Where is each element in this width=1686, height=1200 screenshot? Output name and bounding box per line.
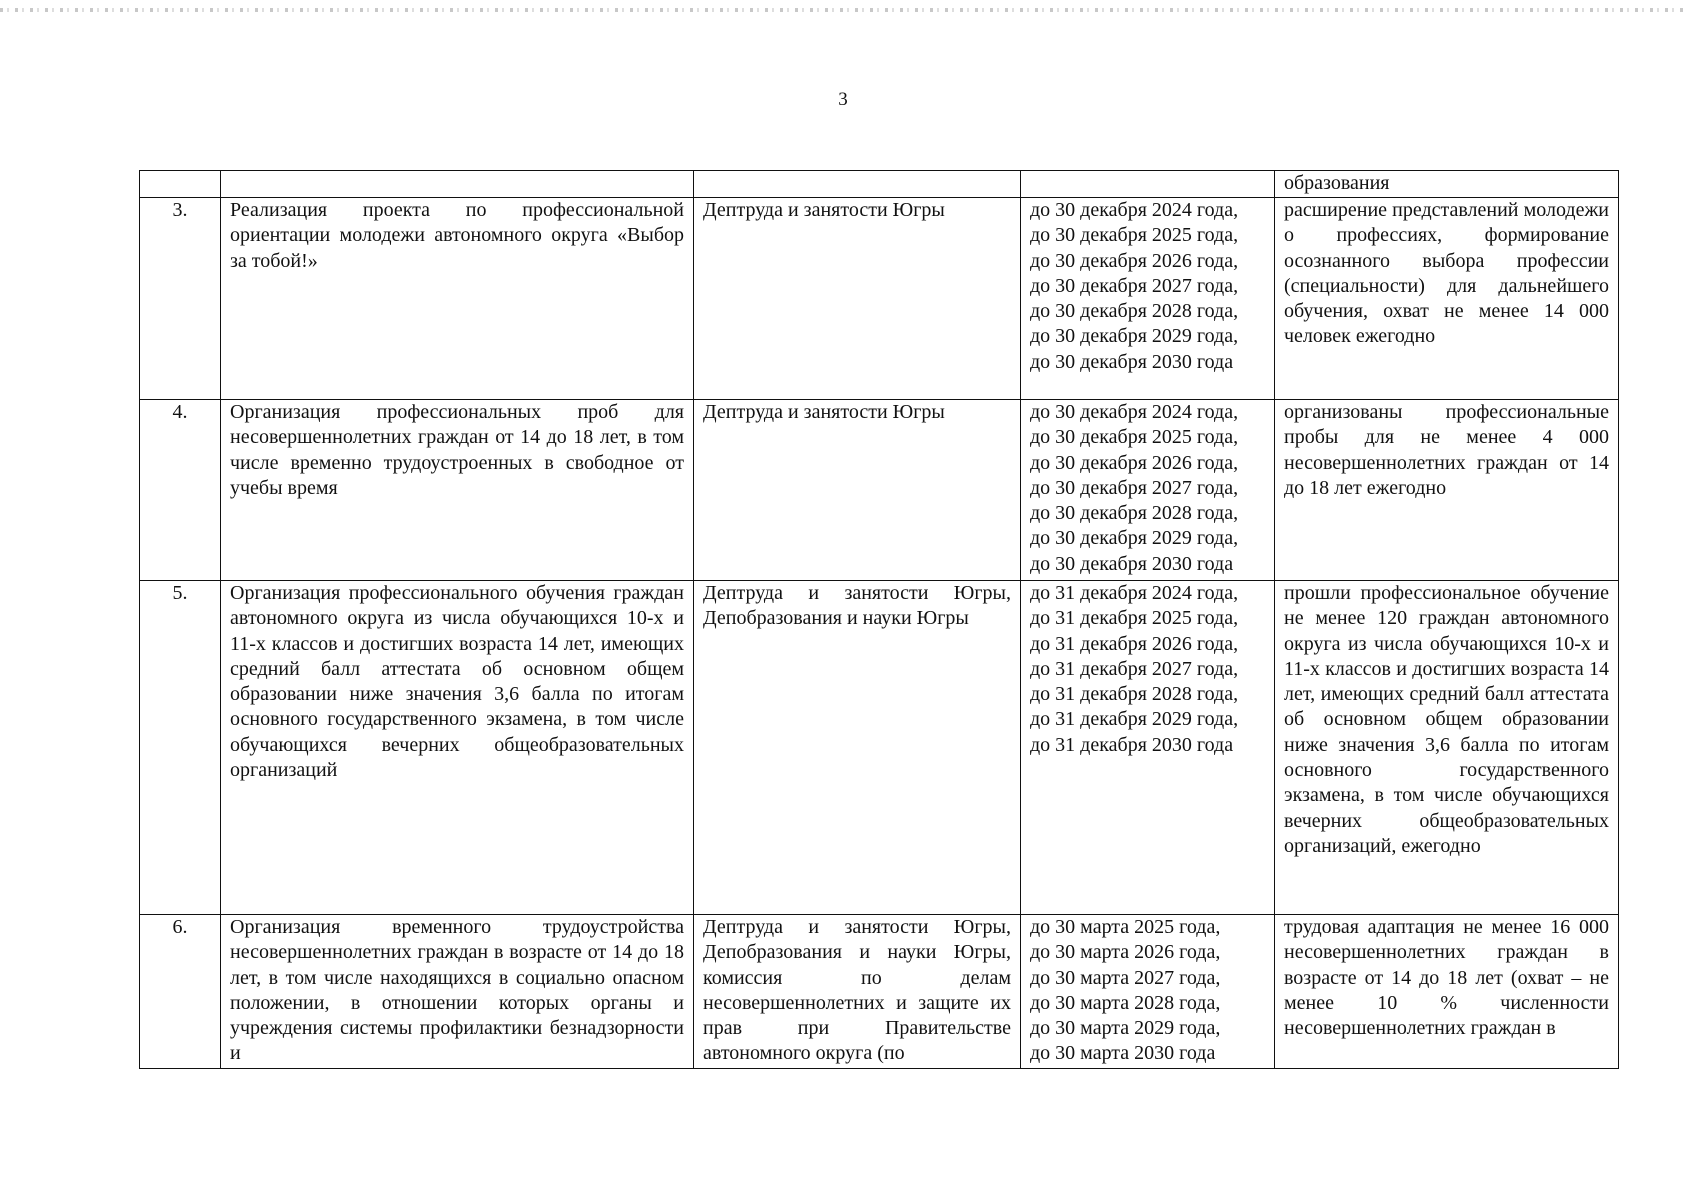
deadline-line: до 30 декабря 2027 года, [1030, 274, 1239, 297]
deadline-line: до 31 декабря 2028 года, [1030, 683, 1239, 706]
row-number: 5. [140, 581, 221, 915]
deadline-line: до 31 декабря 2030 года [1030, 733, 1234, 756]
scan-edge-artifact [0, 8, 1686, 12]
page-number: 3 [838, 89, 848, 110]
responsible-cell: Дептруда и занятости Югры [694, 198, 1021, 400]
deadline-line: до 31 декабря 2027 года, [1030, 657, 1239, 680]
deadline-line: до 30 марта 2025 года, [1030, 916, 1221, 938]
responsible-cell: Дептруда и занятости Югры, Депобразования и науки Югры [694, 581, 1021, 915]
deadline-line: до 30 марта 2028 года, [1030, 991, 1221, 1014]
deadline-line: до 30 декабря 2030 года [1030, 350, 1234, 373]
deadline-line: до 31 декабря 2026 года, [1030, 632, 1239, 655]
result-cell: образования [1275, 171, 1619, 198]
number-cell [140, 171, 221, 198]
measures-table [139, 170, 1619, 1069]
deadline-cell [1021, 400, 1275, 581]
activity-cell: Организация профессионального обучения граждан автономного округа из числа обучающихся 10-х и 11-х классов и достигших возраста 14 лет, имеющих средний балл аттестата об основном общем образовании ниже значения 3,6 балла по итогам основного государственного экзамена, в том числе обучающихся вечерних общеобразовательных организаций [221, 581, 694, 915]
responsible-cell [694, 171, 1021, 198]
deadline-line: до 30 марта 2030 года [1030, 1042, 1216, 1065]
deadline-line: до 30 декабря 2024 года, [1030, 401, 1239, 423]
table-row-continued [140, 171, 1619, 198]
result-cell: прошли профессиональное обучение не менее 120 граждан автономного округа из числа обучающихся 10-х и 11-х классов и достигших возраста 14 лет, имеющих средний балл аттестата об основном общем образовании ниже значения 3,6 балла по итогам основного государственного экзамена, в том числе обучающихся вечерних общеобразовательных организаций, ежегодно [1275, 581, 1619, 915]
deadline-line: до 30 декабря 2027 года, [1030, 476, 1239, 499]
activity-cell [221, 171, 694, 198]
responsible-cell: Дептруда и занятости Югры [694, 400, 1021, 581]
deadline-line: до 30 декабря 2029 года, [1030, 527, 1239, 550]
result-cell: организованы профессиональные пробы для не менее 4 000 несовершеннолетних граждан от 14 до 18 лет ежегодно [1275, 400, 1619, 581]
row-number: 3. [140, 198, 221, 400]
deadline-line: до 30 марта 2027 года, [1030, 966, 1221, 989]
deadline-line: до 31 декабря 2025 года, [1030, 607, 1239, 630]
deadline-line: до 30 декабря 2026 года, [1030, 249, 1239, 272]
table-row [140, 915, 1619, 1069]
result-cell: трудовая адаптация не менее 16 000 несовершеннолетних граждан в возрасте от 14 до 18 лет (охват – не менее 10 % численности несовершеннолетних граждан в [1275, 915, 1619, 1069]
activity-cell: Организация временного трудоустройства несовершеннолетних граждан в возрасте от 14 до 18 лет, в том числе находящихся в социально опасном положении, в отношении которых органы и учреждения системы профилактики безнадзорности и [221, 915, 694, 1069]
deadline-line: до 30 декабря 2025 года, [1030, 224, 1239, 247]
deadline-line: до 30 декабря 2025 года, [1030, 426, 1239, 449]
table-row [140, 400, 1619, 581]
deadline-line: до 30 декабря 2024 года, [1030, 199, 1239, 221]
row-number: 4. [140, 400, 221, 581]
row-number: 6. [140, 915, 221, 1069]
deadline-cell [1021, 198, 1275, 400]
deadline-line: до 31 декабря 2029 года, [1030, 708, 1239, 731]
deadline-line: до 30 марта 2026 года, [1030, 941, 1221, 964]
table-row [140, 581, 1619, 915]
responsible-cell: Дептруда и занятости Югры, Депобразования и науки Югры, комиссия по делам несовершеннолетних и защите их прав при Правительстве автономного округа (по [694, 915, 1021, 1069]
deadline-line: до 30 декабря 2028 года, [1030, 502, 1239, 525]
deadline-line: до 31 декабря 2024 года, [1030, 582, 1239, 604]
activity-cell: Реализация проекта по профессиональной ориентации молодежи автономного округа «Выбор за тобой!» [221, 198, 694, 400]
deadline-line: до 30 марта 2029 года, [1030, 1017, 1221, 1040]
activity-cell: Организация профессиональных проб для несовершеннолетних граждан от 14 до 18 лет, в том числе временно трудоустроенных в свободное от учебы время [221, 400, 694, 581]
deadline-line: до 30 декабря 2026 года, [1030, 451, 1239, 474]
deadline-cell [1021, 581, 1275, 915]
deadline-cell [1021, 915, 1275, 1069]
deadline-cell [1021, 171, 1275, 198]
result-cell: расширение представлений молодежи о профессиях, формирование осознанного выбора профессии (специальности) для дальнейшего обучения, охват не менее 14 000 человек ежегодно [1275, 198, 1619, 400]
deadline-line: до 30 декабря 2028 года, [1030, 300, 1239, 323]
deadline-line: до 30 декабря 2029 года, [1030, 325, 1239, 348]
deadline-line: до 30 декабря 2030 года [1030, 552, 1234, 575]
table-row [140, 198, 1619, 400]
